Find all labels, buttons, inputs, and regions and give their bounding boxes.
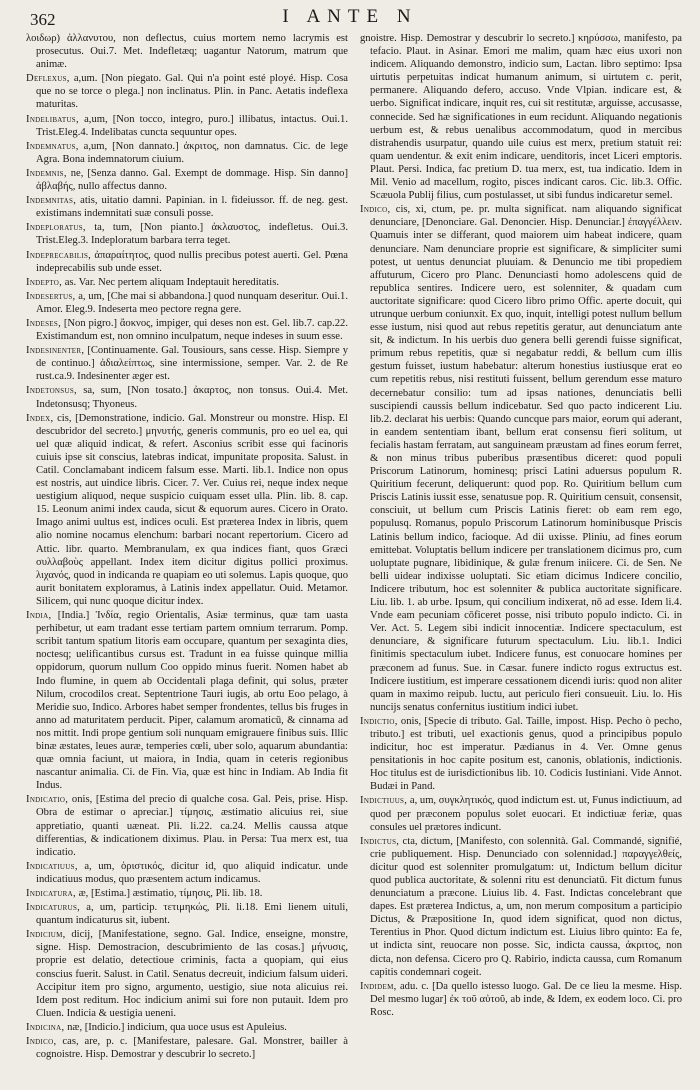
entry-headword: Indictus, — [360, 835, 400, 847]
dictionary-entry — [26, 928, 348, 1020]
entry-text: a,um. [Non piegato. Gal. Qui n'a point esté ployé. Hisp. Cosa que no se torce o plega.] non inclinatus. Plin. in Panc. Aetatis indeflexa maturitas. — [36, 73, 348, 111]
entry-text: [India.] Ἰνδία, regio Orientalis, Asiæ terminus, quæ tam uasta perhibetur, ut eam tradant esse tertiam partem omnium terrarum. Pomp. scribit tantum spatium litoris eam occupare, quantum per sexaginta dies, noctesq; uelificantibus cursus est. Tradunt in ea fuisse quinque millia oppidorum, quorum nullum Coo oppido minus fuerit. Nomen habet ab Indo flumine, in quem ab Occidentali plaga definit, qui solus, præter Nilum, crocodilos creat. Septentrione Tauri iugis, ab ortu Eoo pelago, à Meridie suo, Indico. Arbores habet semper frondentes, tellus bis fruges in anno ad maturitatem perducit. Piper, calamum aromaticū, & cinnama ad nos mittit. Indi prope gentium soli nunquam emigrauere finibus suis. Illic binæ æstates, leues auræ, temperies cœli, uber solo, aquarum abundantia: quæ omnia faciunt, ut maiora, in India, quam in ceteris regionibus nascantur animalia. Ci. de Fin. Via, quæ est hinc in Indiam. Ab India fit Indus. — [36, 610, 348, 792]
entry-headword: Indico, — [26, 1036, 57, 1048]
entry-headword: Indictio, — [360, 715, 398, 727]
dictionary-entry — [26, 860, 348, 886]
entry-headword: Indicatura, — [26, 888, 76, 899]
page-number: 362 — [30, 10, 56, 29]
left-column — [26, 32, 348, 1084]
dictionary-entry — [26, 317, 348, 343]
dictionary-entry — [26, 344, 348, 383]
entry-headword: Indemnitas, — [26, 195, 77, 207]
entry-headword: Indetonsus, — [26, 385, 77, 397]
entry-headword: Indicaturus, — [26, 902, 81, 914]
entry-text: æ, [Estima.] æstimatio, τίμησις, Pli. lib. 18. — [78, 888, 263, 899]
entry-text: ta, tum, [Non pianto.] ἀκλαυστος, indefletus. Oui.3. Trist.Eleg.3. Indeploratum barbara terra teget. — [36, 222, 348, 247]
dictionary-entry — [26, 140, 348, 166]
entry-headword: Indico, — [360, 204, 391, 216]
entry-text: cis, xi, ctum, pe. pr. multa significat. nam aliquando significat denunciare, [Denonciare. Gal. Denoncier. Hisp. Denunciar.] ἐπαγγέλλειν. Quamuis inter se differant, quod maiorem uim habeat indicere, quam denunciare. Nam denunciare proprie est significare, & simpliciter sumi potest, ut uentus denunciat pluuiam. & Denuncio me tibi propediem affuturum, Cicero pro Planc. Denunciasti homo adolescens quid de republica sentires. Indicere uero, est solenniter, & quadam cum auctoritate significare: quod Cicero libro primo Offic. aperte docuit, qui utrunque uerbum coniunxit. Ex quo, inquit, intelligi potest nullum bellum esse iustum, nisi quod aut rebus repetitis geratur, aut denunciatum ante sit, & indictum. In his uerbis duo genera belli gerendi fuisse significat, primum rebus repetitis, quæ si negabatur reddi, & bellum cum illis gestum fuisset, iustum habebatur: alterum honestius iustiusque erat eo cum repetitis rebus, nisi restituti fuissent, bellum gerendum esse maturo decernebatur consilio: tum ad ipsas nationes, denunciatis belli suscipiendi caussis bellum indicebatur. Sed quo pacto indicerent Liu. lib.2. declarat his uerbis: Quando cuncque pars maior, eorum qui aderant, in eandem sententiam ibant, bellum erat consensu fieri solitum, ut fecialis hastam ferratam, aut sanguineam præustam ad fines eorum ferret, & non minus tribus puberibus præsentibus diceret: quod populi Priscorum Latinorum, hominesq; prisci Latini aduersus populum R. Quiritium fecerunt, deliquerunt: quod pop. Ro. Quiritium bellum cum Priscis Latinis iussit esse, senatusue pop. R. Quiritium censuit, consensit, consciuit, ut bellum cum Priscis Latinis fieret: ob eam rem ego, populusq. Romanus, populo Priscorum Latinorum hominibusque Priscis Latinis bellum indico, facioque. Ad dii uxisse. Pliniu, ad fines eorum emittebat. Voluptatis bellum indicere per translationem dicimus pro, cum uoluptate pugnare, libidinique, & gulæ frenum iniicere. Ci. de Sen. Ne belli uidear indixisse uoluptati. Sic etiam dicimus Indicere concilio, Indicere tributum, hoc est solenniter & publica auctoritate significare. Liu. lib. 1. ab urbe. Ipsum, qui concilium indixerat, nō ad esse. Idem li.4. Vnde eam pecuniam cōficeret posse, nisi tributo populo indicto. Ci. in Ver. Act. 5. Legem sibi indicit innocentiæ. Indicere spectaculum, est denunciare, & significare futurum spectaculum. Liu. lib.1. Indici finitimis spectaculum iubet. Indicere funus, est conuocare homines per præconem ad funus. Sue. in Cæsar. funere indicto rogus extructus est. Indicere iustitium, est imperare cessationem dicendi iuris: quod non aliter quam in maximo reipub. luctu, aut periculo fieri consueuit. Liu. lo. His nuncijs senatus confernitus iustitium indici iubet. — [370, 204, 682, 713]
dictionary-entry — [360, 794, 682, 833]
dictionary-entry — [26, 793, 348, 858]
entry-text: a, um, [Che mai si abbandona.] quod nunquam deseritur. Oui.1. Amor. Eleg.9. Indeserta meo pectore regna gere. — [36, 290, 348, 315]
entry-text: adu. c. [Da quello istesso luogo. Gal. De ce lieu la mesme. Hisp. Del mesmo lugar] ἐκ τοῦ αὐτοῦ, ab inde, & Idem, ex eodem loco. Ci. pro Rosc. — [370, 980, 682, 1018]
entry-text: onis, [Specie di tributo. Gal. Taille, impost. Hisp. Pecho ò pecho, tributo.] est tributi, uel exactionis genus, quod a principibus populo indicitur, hoc est imperatur. Pædianus in 4. Ver. Omne genus pensitationis in hoc capite positum est, canonis, oblationis, indictionis. Hoc titulus est de iurisdictionibus lib. 10. Codicis Iustiniani. Vide Annot. Budæi in Pand. — [370, 715, 682, 793]
entry-headword: Indicatio, — [26, 794, 69, 806]
entry-text: [Non pigro.] ἄοκνος, impiger, qui deses non est. Gel. lib.7. cap.22. Existimandum est, non omnino inculpatum, neque indeses in suum esse. — [36, 317, 348, 343]
entry-text: cas, are, p. c. [Manifestare, palesare. Gal. Monstrer, bailler à cognoistre. Hisp. Demostrar y descubrir lo secreto.] — [36, 1036, 348, 1061]
dictionary-entry — [26, 167, 348, 193]
entry-headword: Indesinenter, — [26, 345, 85, 357]
entry-text: sa, sum, [Non tosato.] ἀκαρτος, non tonsus. Oui.4. Met. Indetonsusq; Thyoneus. — [36, 385, 348, 410]
entry-text: onis, [Estima del precio di qualche cosa. Gal. Peis, prise. Hisp. Obra de estimar o apreciar.] τίμησις, æstimatio alicuius rei, siue appretiatio, quanti uæneat. Pli. li.22. ca.24. Mellis caussa atque differentias, & indicationem diximus. Plau. in Persa: Tua merx est, tua indicatio. — [36, 794, 348, 858]
dictionary-entry — [26, 609, 348, 792]
entry-text: a,um, [Non dannato.] ἀκριτος, non damnatus. Cic. de lege Agra. Bona indemnatorum ciuium. — [36, 140, 348, 165]
entry-headword: Indemnis, — [26, 167, 67, 179]
dictionary-entry — [26, 32, 348, 71]
entry-headword: Indeses, — [26, 317, 62, 329]
entry-headword: Indesertus, — [26, 290, 76, 302]
entry-text: [Continuamente. Gal. Tousiours, sans cesse. Hisp. Siempre y de continuo.] ἀδιαλείπτως, sine intermissione, semper. Var. 2. de Re rust.ca.9. Indesinenter æger est. — [36, 345, 348, 383]
entry-headword: Index, — [26, 412, 54, 424]
entry-text: cta, dictum, [Manifesto, con solennità. Gal. Commandé, signifié, crie publiquement. Hisp. Denunciado con solennidad.] παραγγελθείς, dicitur quod est solenniter promulgatum: ut, Indictum bellum dicitur quod publica auctoritate, & solenni ritu est denunciatū. Fit dictum funus denunciatum a præcone. Liuius lib. 4. Fast. Indictas concelebrant que dapes. Est præterea Indictus, a, um, non merum compositum a participio Dictus, & Præpositione In, quod idem significat, quod non dictus, Terentius in Phor. Quod dictum indictum est. Liuius libro quinto: Ea fe, ut indicta sint, reuocare non posse. Sic, indicta caussa, ἀκριτος, non dicta, non defensa. Cicero pro Q. Rabirio, indicta caussa, cum Romanum capitis condemnari cogeit. — [370, 835, 682, 978]
entry-headword: Indicina, — [26, 1021, 65, 1033]
dictionary-entry — [26, 412, 348, 608]
entry-text: næ, [Indicio.] indicium, qua uoce usus est Apuleius. — [67, 1021, 287, 1033]
dictionary-entry — [26, 384, 348, 410]
entry-text: atis, uitatio damni. Papinian. in l. fideiussor. ff. de neg. gest. existimans indemnitati suæ consuli posse. — [36, 195, 348, 220]
entry-headword: Indepto, — [26, 276, 63, 288]
running-head: I ANTE N — [282, 6, 418, 27]
dictionary-entry — [26, 276, 348, 289]
entry-headword: Indemnatus, — [26, 140, 79, 152]
entry-text: a,um, [Non tocco, integro, puro.] illibatus, intactus. Oui.1. Trist.Eleg.4. Indelibatas cuncta sequuntur opes. — [36, 113, 348, 138]
dictionary-entry — [360, 203, 682, 714]
entry-headword: Indidem, — [360, 980, 397, 992]
entry-text: a, um, particip. τετιμηκώς, Pli. li.18. Emi lienem uituli, quantum indicaturus sit, iubent. — [36, 902, 348, 927]
entry-headword: India, — [26, 610, 52, 622]
page-header — [0, 6, 700, 32]
dictionary-entry — [360, 980, 682, 1019]
dictionary-entry — [360, 835, 682, 979]
dictionary-entry — [26, 1021, 348, 1034]
dictionary-entry — [26, 901, 348, 927]
entry-text: a, um, ὁριστικός, dicitur id, quo aliquid indicatur. unde indicatiuus modus, quo præsentem actum indicamus. — [36, 860, 348, 885]
dictionary-entry — [360, 32, 682, 202]
dictionary-entry — [26, 290, 348, 316]
entry-headword: Indeprecabilis, — [26, 249, 92, 261]
right-column — [360, 32, 682, 1084]
dictionary-entry — [26, 1035, 348, 1061]
entry-headword: Indicatiuus, — [26, 860, 78, 872]
entry-headword: Indelibatus, — [26, 113, 79, 125]
dictionary-entry — [26, 887, 348, 900]
entry-text: dicij, [Manifestatione, segno. Gal. Indice, enseigne, monstre, signe. Hisp. Demostracion, descubrimiento de las cosas.] μήνυσις, proprie est delatio, detectioue criminis, facta a quopiam, qui eius conscius fuerit. Salust. in Catil. Senatus decreuit, indicium falsum uideri. Accipitur item pro signo, argumento, uestigio, siue nota alicuius rei. Idem post reditum. Hoc indicium animi sui fore non putauit. Idem pro Cluen. Indicia & uestigia ueneni. — [36, 929, 348, 1019]
entry-headword: Indeploratus, — [26, 222, 86, 234]
entry-text: ne, [Senza danno. Gal. Exempt de dommage. Hisp. Sin danno] ἀβλαβής, nullo affectus danno. — [36, 167, 348, 193]
dictionary-entry — [26, 249, 348, 275]
dictionary-entry — [26, 221, 348, 247]
entry-text: as. Var. Nec pertem aliquam Indeptauit hereditatis. — [64, 276, 279, 288]
dictionary-entry — [360, 715, 682, 794]
dictionary-entry — [26, 72, 348, 111]
entry-text: ἀπαραίτητος, quod nullis precibus potest auerti. Gel. Pœna indeprecabilis sub unde esset. — [36, 249, 348, 274]
entry-headword: Indictiuus, — [360, 795, 408, 807]
entry-text: a, um, συγκλητικός, quod indictum est. ut, Funus indictiuum, ad quod per præconem populus solet euocari. Et indictiuæ feriæ, quas consules uel prætores indicunt. — [370, 795, 682, 833]
dictionary-entry — [26, 194, 348, 220]
entry-text: gnoistre. Hisp. Demostrar y descubrir lo secreto.] κηρύσσω, manifesto, pa tefacio. Plaut. in Asinar. Emori me malim, quam hæc eius uxori non indicem. Aliquando demonstro, indicio sum, Lactan. libro septimo: Ipsa uirtutis perpetuitas indicat humanum animum, si uirtutem c. perit, permanere. Aliquando defero, accuso. Vnde Vlpian. indicare est, & uerbo. Significat indicare, inquit res, cui sit restitutæ, arguisse, accusasse, connecide. Sed hæ significationes in eum recidunt. Aliquando negationis uerbum est, & rebus uenalibus accommodatum, quod in mercibus distrahendis usurpatur, quando uile cuius est merx, pretium statuit rei: quam uendentur. & exit enim indicare, uenditoris, incet Liceri emptoris. Plaut. Persi. Indica, fac pretium D. tua merx, est, tua indicatio. Idem in Mil. Venio ad macellum, rogito, pisces indicant caros. Cic. lib.3. Offic. Scæuola Publij filius, cum postulasset, ut sibi fundus indicaretur semel. — [360, 33, 682, 202]
dictionary-entry — [26, 113, 348, 139]
entry-text: cis, [Demonstratione, indicio. Gal. Monstreur ou monstre. Hisp. El descubridor del secreto.] μηνυτής, generis communis, pro eo uel ea, qui uel quæ aliquid indicat, & refert. Asconius scribit esse qui facinoris cuiuis ipse sit conscius, latebras indicat, impunitate proposita. Salust. in Catil. Conclamabant indicem falsum esse. Marti. lib.1. Indice non opus est nostris, aut uindice libris. Cicer. 7. Ver. Cuius rei, neque index neque uestigium aliquod, neque suspicio cuiquam esset ulla. Plin. lib. 8. cap. 15. Leonum animi index cauda, sicut & equorum aures. Cicero in Orato. Imago animi uultus est, indices oculi. Est præterea Index in libris, quem alio nomine nocamus elenchum: barbari nocant repertorium. Cicero ad Attic. libr. quarto. Membranulam, ex qua indices fiant, quos Græci συλλαβοὺς appellant. Index item dicitur digitus pollici proximus. λιχανός, quod in indicanda re quapiam eo uti solemus. Lapis quoque, quo aurit bonitatem exploramus, à Latinis index appellatur. Ouid. Metamor. Silicem, qui nunc quoque dicitur index. — [36, 412, 348, 607]
entry-headword: Deflexus, — [26, 73, 70, 85]
entry-headword: Indicium, — [26, 929, 66, 941]
entry-text: λοιδωρ) ἀλλανυτου, non deflectus, cuius mortem nemo lacrymis est prosecutus. Oui.7. Met. Indefletæq; uagantur Natorum, matrum que animæ. — [26, 33, 348, 71]
